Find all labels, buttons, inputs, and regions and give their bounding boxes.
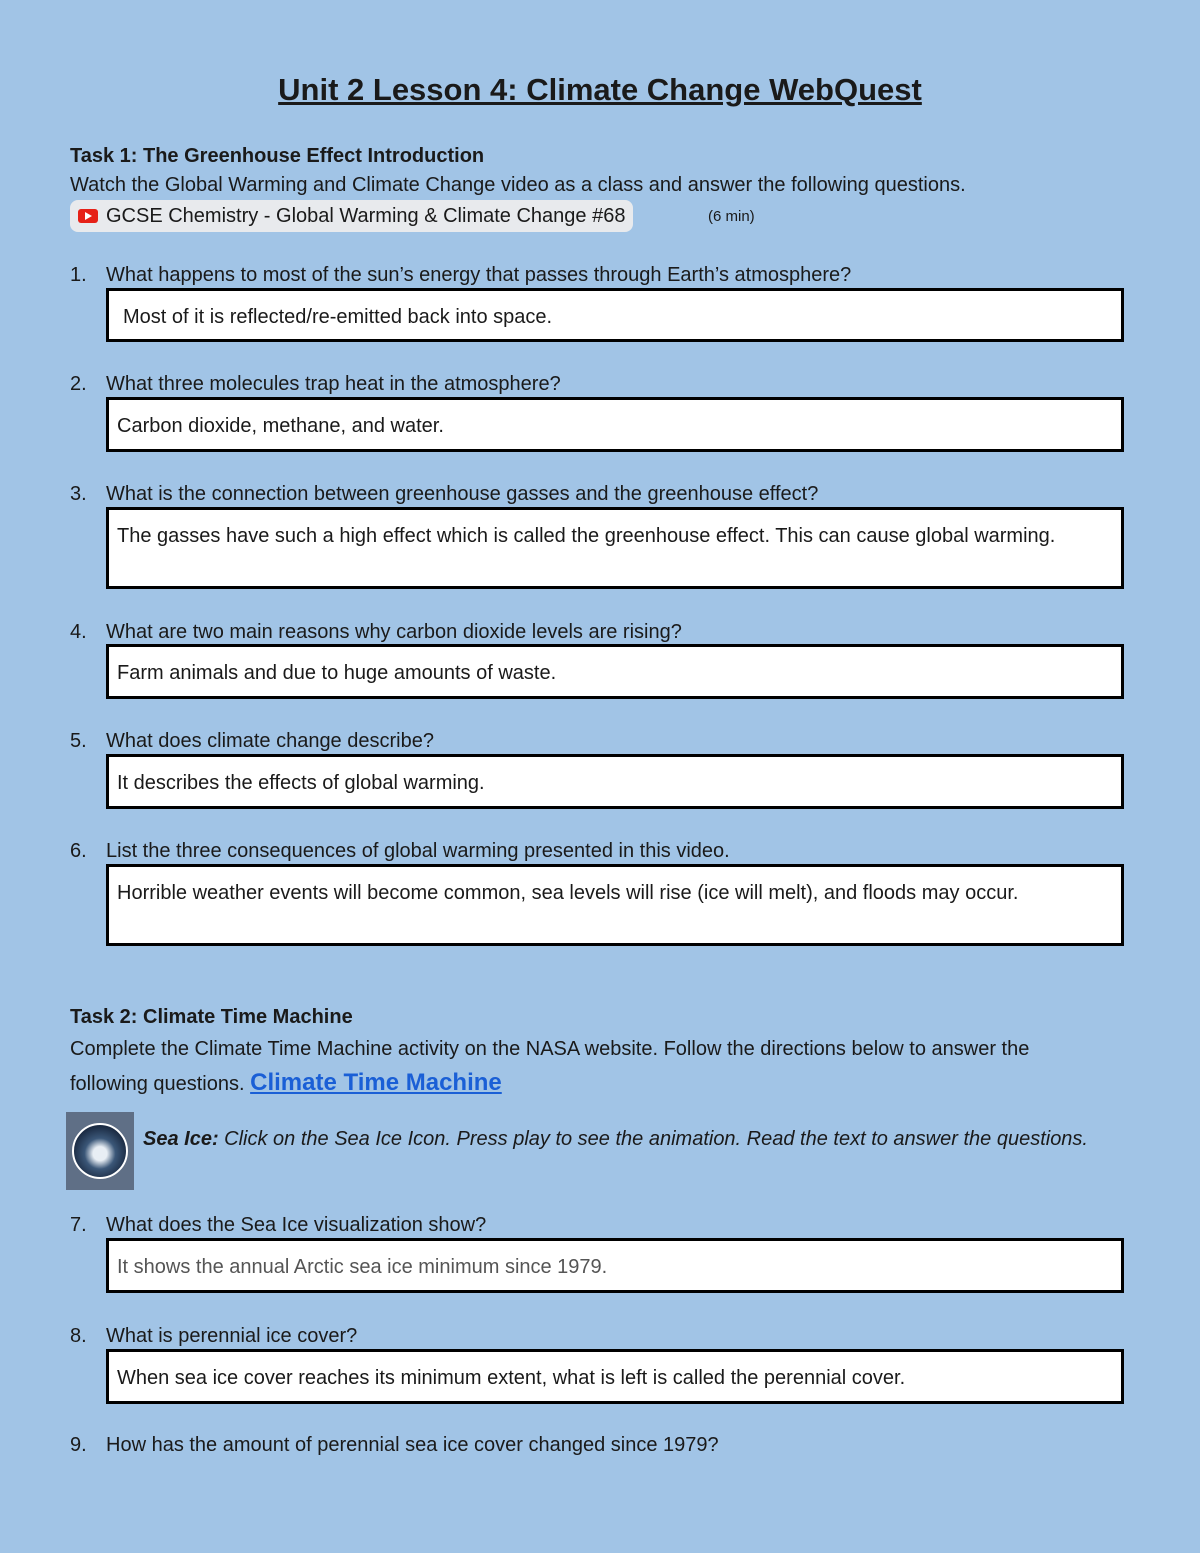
question-3 [70, 483, 818, 506]
question-text: What is perennial ice cover? [106, 1325, 358, 1347]
answer-box-2[interactable]: Carbon dioxide, methane, and water. [106, 397, 1124, 452]
question-text: What is the connection between greenhouse gasses and the greenhouse effect? [106, 483, 819, 505]
video-link-chip[interactable] [70, 200, 633, 232]
question-number: 3. [70, 483, 87, 505]
question-2 [70, 373, 561, 396]
question-7 [70, 1214, 486, 1237]
task1-heading: Task 1: The Greenhouse Effect Introduction [70, 145, 485, 167]
question-9 [70, 1434, 719, 1457]
question-number: 6. [70, 840, 87, 862]
sea-ice-text: Click on the Sea Ice Icon. Press play to see the animation. Read the text to answer the questions. [224, 1128, 1088, 1150]
video-duration: (6 min) [708, 208, 755, 225]
question-number: 9. [70, 1434, 87, 1456]
sea-ice-icon [66, 1112, 134, 1190]
page-title: Unit 2 Lesson 4: Climate Change WebQuest [278, 72, 922, 107]
question-text: What does the Sea Ice visualization show? [106, 1214, 487, 1236]
answer-box-5[interactable]: It describes the effects of global warming. [106, 754, 1124, 809]
question-text: What are two main reasons why carbon dioxide levels are rising? [106, 621, 682, 643]
task2-heading: Task 2: Climate Time Machine [70, 1006, 353, 1028]
answer-box-7[interactable]: It shows the annual Arctic sea ice minimum since 1979. [106, 1238, 1124, 1293]
question-text: List the three consequences of global warming presented in this video. [106, 840, 730, 862]
sea-ice-instructions [143, 1124, 1133, 1154]
question-text: What happens to most of the sun’s energy that passes through Earth’s atmosphere? [106, 264, 852, 286]
question-4 [70, 621, 682, 644]
question-6 [70, 840, 730, 863]
task2-instructions [70, 1032, 1080, 1101]
answer-box-6[interactable]: Horrible weather events will become common, sea levels will rise (ice will melt), and floods may occur. [106, 864, 1124, 946]
question-number: 5. [70, 730, 87, 752]
question-text: What three molecules trap heat in the atmosphere? [106, 373, 561, 395]
climate-time-machine-link[interactable]: Climate Time Machine [250, 1069, 502, 1096]
question-number: 2. [70, 373, 87, 395]
answer-box-4[interactable]: Farm animals and due to huge amounts of waste. [106, 644, 1124, 699]
sea-ice-globe-icon [72, 1123, 128, 1179]
question-8 [70, 1325, 357, 1348]
answer-box-8[interactable]: When sea ice cover reaches its minimum extent, what is left is called the perennial cover. [106, 1349, 1124, 1404]
youtube-icon [78, 209, 98, 223]
question-5 [70, 730, 434, 753]
video-link-label: GCSE Chemistry - Global Warming & Climate Change #68 [106, 204, 626, 227]
answer-box-1[interactable]: Most of it is reflected/re-emitted back into space. [106, 288, 1124, 342]
question-number: 1. [70, 264, 87, 286]
question-number: 7. [70, 1214, 87, 1236]
task2-instructions-text: Complete the Climate Time Machine activity on the NASA website. Follow the directions below to answer the following questions. [70, 1038, 1030, 1095]
question-number: 4. [70, 621, 87, 643]
question-1 [70, 264, 851, 287]
sea-ice-label: Sea Ice: [143, 1128, 219, 1150]
question-text: How has the amount of perennial sea ice cover changed since 1979? [106, 1434, 719, 1456]
task1-instructions: Watch the Global Warming and Climate Change video as a class and answer the following questions. [70, 174, 966, 196]
question-text: What does climate change describe? [106, 730, 434, 752]
answer-box-3[interactable]: The gasses have such a high effect which is called the greenhouse effect. This can cause global warming. [106, 507, 1124, 589]
question-number: 8. [70, 1325, 87, 1347]
